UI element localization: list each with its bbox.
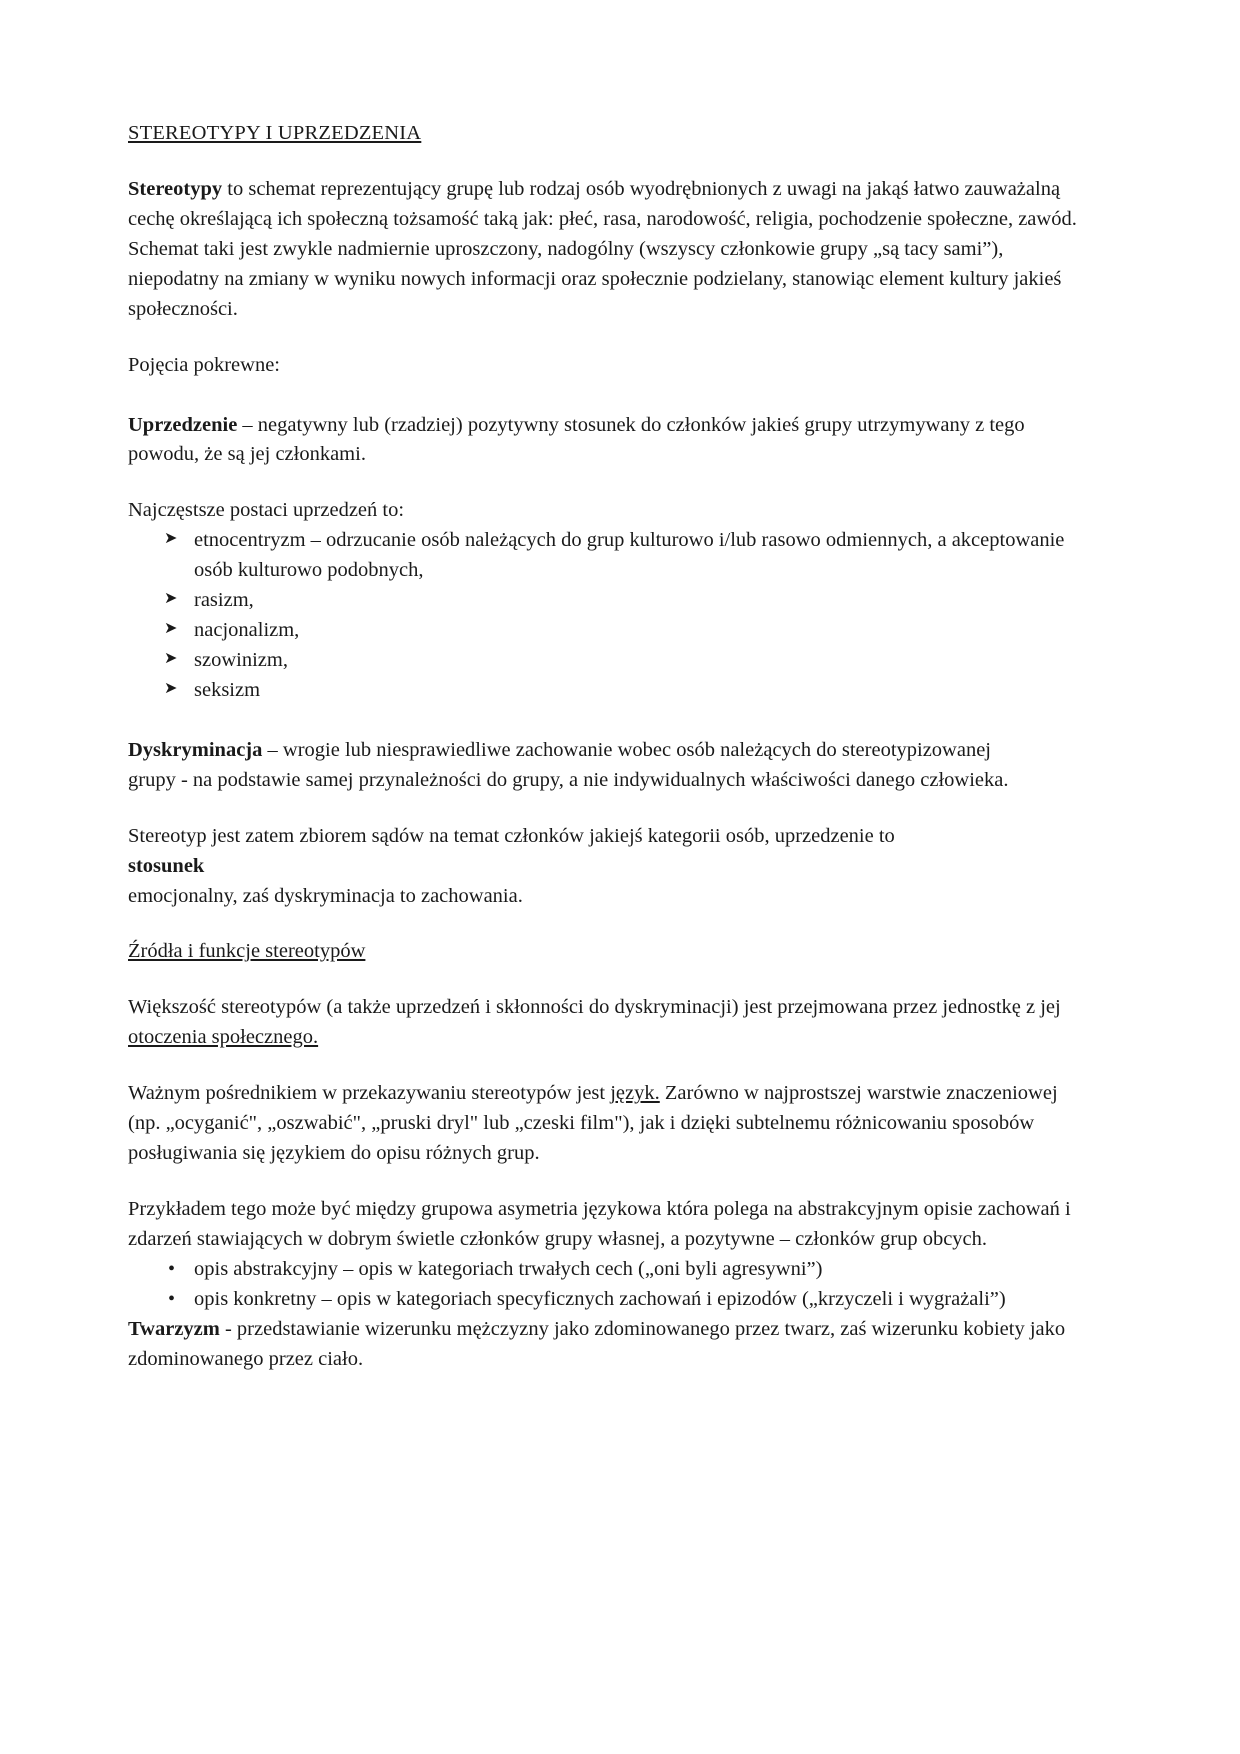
paragraph-stereotyp-definition	[128, 175, 1090, 235]
paragraph-stereotyp-zatem-bold: stosunek	[128, 854, 205, 877]
wiekszosc-text: Większość stereotypów (a także uprzedzeń i skłonności do dyskryminacji) jest przejmowana przez jednostkę z jej	[128, 996, 1061, 1019]
waznym-text-b: Zarówno w najprostszej warstwie znaczeniowej (np. „ocyganić", „oszwabić", „pruski dryl" lub „czeski film"), jak i dzięki subtelnemu różnicowaniu sposobów posługiwania się językiem do opisu różnych grup.	[128, 1082, 1058, 1165]
waznym-underlined: język.	[610, 1082, 660, 1105]
wiekszosc-underlined: otoczenia społecznego.	[128, 1026, 319, 1049]
paragraph-wiekszosc	[128, 993, 1090, 1053]
term-twarzyzm: Twarzyzm	[128, 1317, 220, 1340]
list-item: • opis konkretny – opis w kategoriach specyficznych zachowań i epizodów („krzyczeli i wygrażali”)	[128, 1285, 1090, 1315]
list-item: ➤ szowinizm,	[128, 646, 1090, 676]
dyskryminacja-definition-text: – wrogie lub niesprawiedliwe zachowanie wobec osób należących do stereotypizowanej	[262, 738, 992, 761]
paragraph-stereotyp-continued: Schemat taki jest zwykle nadmiernie uproszczony, nadogólny (wszyscy członkowie grupy „są tacy sami”), niepodatny na zmiany w wyniku nowych informacji oraz społecznie podzielany, stanowiąc element kultury jakieś społeczności.	[128, 237, 1062, 320]
paragraph-przykladem: Przykładem tego może być między grupowa asymetria językowa która polega na abstrakcyjnym opisie zachowań i zdarzeń stawiających w dobrym świetle członków grupy własnej, a pozytywne – członków grup obcych.	[128, 1197, 1071, 1250]
paragraph-pojecia-pokrewne: Pojęcia pokrewne:	[128, 353, 280, 376]
twarzyzm-text: - przedstawianie wizerunku mężczyzny jako zdominowanego przez twarz, zaś wizerunku kobiety jako zdominowanego przez ciało.	[128, 1317, 1066, 1370]
paragraph-stereotyp-zatem-b: emocjonalny, zaś dyskryminacja to zachowania.	[128, 884, 523, 907]
list-item: • opis abstrakcyjny – opis w kategoriach trwałych cech („oni byli agresywni”)	[128, 1255, 1090, 1285]
list-uprzedzenia	[128, 526, 1090, 706]
list-item: ➤ seksizm	[128, 676, 1090, 706]
paragraph-twarzyzm	[128, 1315, 1090, 1375]
waznym-text-a: Ważnym pośrednikiem w przekazywaniu stereotypów jest	[128, 1082, 611, 1105]
stereotyp-definition-text: to schemat reprezentujący grupę lub rodzaj osób wyodrębnionych z uwagi na jakąś łatwo zauważalną cechę określającą ich społeczną tożsamość taką jak: płeć, rasa, narodowość, religia, pochodzenie społeczne, zawód.	[128, 178, 1077, 230]
list-opisy	[128, 1255, 1090, 1315]
list-item: ➤ rasizm,	[128, 586, 1090, 616]
list-item: ➤ nacjonalizm,	[128, 616, 1090, 646]
paragraph-waznym	[128, 1079, 1090, 1169]
page-title: STEREOTYPY I UPRZEDZENIA	[128, 122, 422, 144]
paragraph-uprzedzenie-definition	[128, 411, 1090, 471]
term-stereotypy: Stereotypy	[128, 178, 223, 200]
term-uprzedzenie: Uprzedzenie	[128, 413, 238, 436]
uprzedzenie-definition-text: – negatywny lub (rzadziej) pozytywny stosunek do członków jakieś grupy utrzymywany z tego powodu, że są jej członkami.	[128, 413, 1025, 466]
section-heading-zrodla: Źródła i funkcje stereotypów	[128, 940, 366, 963]
paragraph-dyskryminacja-definition	[128, 736, 1090, 766]
paragraph-stereotyp-zatem-a: Stereotyp jest zatem zbiorem sądów na temat członków jakiejś kategorii osób, uprzedzenie to	[128, 824, 895, 847]
paragraph-najczestsze-intro: Najczęstsze postaci uprzedzeń to:	[128, 499, 405, 522]
list-item: ➤ etnocentryzm – odrzucanie osób należących do grup kulturowo i/lub rasowo odmiennych, a akceptowanie osób kulturowo podobnych,	[128, 526, 1090, 586]
paragraph-dyskryminacja-continued: grupy - na podstawie samej przynależności do grupy, a nie indywidualnych właściwości danego człowieka.	[128, 768, 1009, 791]
term-dyskryminacja: Dyskryminacja	[128, 738, 263, 761]
